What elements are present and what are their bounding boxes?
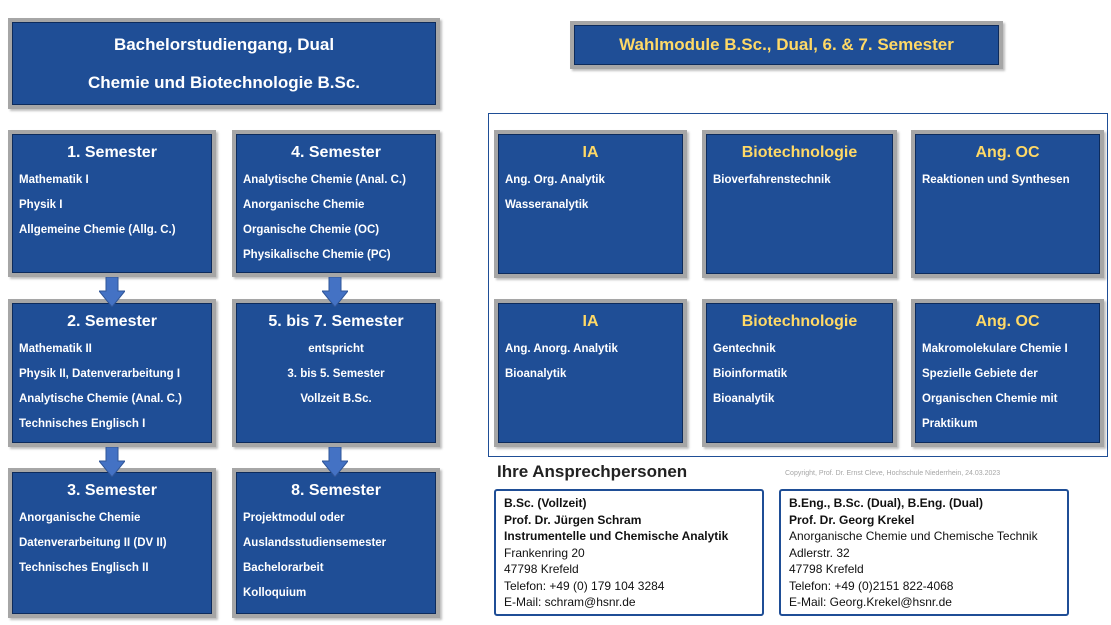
wahlmodul-ia-bottom-title: IA — [582, 313, 599, 330]
wahlmodul-item: Bioanalytik — [713, 393, 775, 405]
wahlmodul-oc-top-title: Ang. OC — [975, 144, 1040, 161]
wahlmodule-title-box — [570, 21, 1003, 69]
wahlmodul-item: Bioanalytik — [505, 368, 567, 380]
semester-8-item: Projektmodul oder — [243, 512, 345, 524]
wahlmodul-oc-bottom-title: Ang. OC — [975, 313, 1040, 330]
wahlmodul-ia-top-box — [494, 130, 687, 278]
semester-2-title: 2. Semester — [67, 313, 157, 330]
contact-street: Adlerstr. 32 — [789, 545, 850, 560]
semester-4-item: Analytische Chemie (Anal. C.) — [243, 174, 406, 186]
semester-3-item: Anorganische Chemie — [19, 512, 141, 524]
contact-name: Prof. Dr. Georg Krekel — [789, 512, 915, 527]
program-title-box — [8, 18, 440, 109]
contact-card-right — [779, 489, 1069, 616]
wahlmodul-bio-bottom-box — [702, 299, 897, 447]
contact-program: B.Sc. (Vollzeit) — [504, 496, 587, 510]
wahlmodul-item: Ang. Anorg. Analytik — [505, 343, 618, 355]
wahlmodul-oc-top-box — [911, 130, 1104, 278]
arrow-down-icon — [99, 277, 125, 307]
semester-8-title: 8. Semester — [291, 482, 381, 499]
contact-card-left — [494, 489, 764, 616]
wahlmodul-ia-top-title: IA — [582, 144, 599, 161]
contact-street: Frankenring 20 — [504, 545, 585, 560]
semester-1-item: Mathematik I — [19, 174, 89, 186]
contact-phone: Telefon: +49 (0) 179 104 3284 — [504, 578, 665, 593]
semester-3-title: 3. Semester — [67, 482, 157, 499]
contact-email[interactable]: E-Mail: schram@hsnr.de — [504, 595, 636, 609]
semester-2-box — [8, 299, 216, 447]
semester-2-item: Physik II, Datenverarbeitung I — [19, 368, 181, 380]
semester-4-item: Anorganische Chemie — [243, 199, 365, 211]
semester-8-item: Kolloquium — [243, 587, 307, 599]
contact-department: Instrumentelle und Chemische Analytik — [504, 529, 729, 543]
semester-8-item: Auslandsstudiensemester — [243, 537, 387, 549]
semester-1-item: Allgemeine Chemie (Allg. C.) — [19, 224, 176, 236]
wahlmodul-item: Makromolekulare Chemie I — [922, 343, 1068, 355]
contact-email[interactable]: E-Mail: Georg.Krekel@hsnr.de — [789, 595, 952, 609]
semester-5-7-item: Vollzeit B.Sc. — [300, 393, 372, 405]
semester-4-item: Organische Chemie (OC) — [243, 224, 380, 236]
program-title-line1: Bachelorstudiengang, Dual — [113, 34, 335, 54]
contact-phone: Telefon: +49 (0)2151 822-4068 — [789, 578, 954, 593]
semester-2-item: Analytische Chemie (Anal. C.) — [19, 393, 182, 405]
semester-8-item: Bachelorarbeit — [243, 562, 324, 574]
contact-department: Anorganische Chemie und Chemische Technik — [789, 529, 1038, 543]
semester-4-title: 4. Semester — [291, 144, 381, 161]
contact-name: Prof. Dr. Jürgen Schram — [504, 512, 642, 527]
wahlmodul-item: Reaktionen und Synthesen — [922, 174, 1070, 186]
copyright-note: Copyright, Prof. Dr. Ernst Cleve, Hochschule Niederrhein, 24.03.2023 — [785, 470, 1001, 477]
semester-5-7-box — [232, 299, 440, 447]
semester-1-item: Physik I — [19, 199, 63, 211]
semester-1-box — [8, 130, 216, 277]
arrow-down-icon — [322, 447, 348, 477]
arrow-down-icon — [322, 277, 348, 307]
wahlmodul-oc-bottom-box — [911, 299, 1104, 447]
semester-2-item: Technisches Englisch I — [19, 418, 146, 430]
semester-2-item: Mathematik II — [19, 343, 92, 355]
semester-1-title: 1. Semester — [67, 144, 157, 161]
semester-5-7-item: entspricht — [308, 343, 364, 355]
wahlmodul-item: Wasseranalytik — [505, 199, 589, 211]
wahlmodul-ia-bottom-box — [494, 299, 687, 447]
wahlmodul-item: Organischen Chemie mit — [922, 393, 1058, 405]
arrow-down-icon — [99, 447, 125, 477]
wahlmodul-bio-bottom-title: Biotechnologie — [741, 313, 858, 330]
semester-5-7-item: 3. bis 5. Semester — [287, 368, 385, 380]
wahlmodul-item: Ang. Org. Analytik — [505, 174, 605, 186]
wahlmodul-item: Praktikum — [922, 418, 978, 430]
semester-4-box — [232, 130, 440, 277]
wahlmodul-item: Spezielle Gebiete der — [922, 368, 1038, 380]
contact-program: B.Eng., B.Sc. (Dual), B.Eng. (Dual) — [789, 496, 984, 510]
semester-3-item: Technisches Englisch II — [19, 562, 149, 574]
wahlmodul-bio-top-box — [702, 130, 897, 278]
wahlmodul-item: Gentechnik — [713, 343, 776, 355]
program-title-line2: Chemie und Biotechnologie B.Sc. — [87, 72, 361, 92]
contact-city: 47798 Krefeld — [504, 562, 579, 576]
contact-city: 47798 Krefeld — [789, 562, 864, 576]
wahlmodule-title: Wahlmodule B.Sc., Dual, 6. & 7. Semester — [619, 35, 954, 54]
semester-3-item: Datenverarbeitung II (DV II) — [19, 537, 167, 549]
wahlmodul-bio-top-title: Biotechnologie — [741, 144, 858, 161]
semester-5-7-title: 5. bis 7. Semester — [268, 313, 404, 330]
wahlmodul-item: Bioinformatik — [713, 368, 788, 380]
wahlmodul-item: Bioverfahrenstechnik — [713, 174, 831, 186]
semester-4-item: Physikalische Chemie (PC) — [243, 249, 391, 261]
contacts-heading: Ihre Ansprechpersonen — [497, 462, 688, 481]
semester-8-box — [232, 468, 440, 618]
semester-3-box — [8, 468, 216, 618]
